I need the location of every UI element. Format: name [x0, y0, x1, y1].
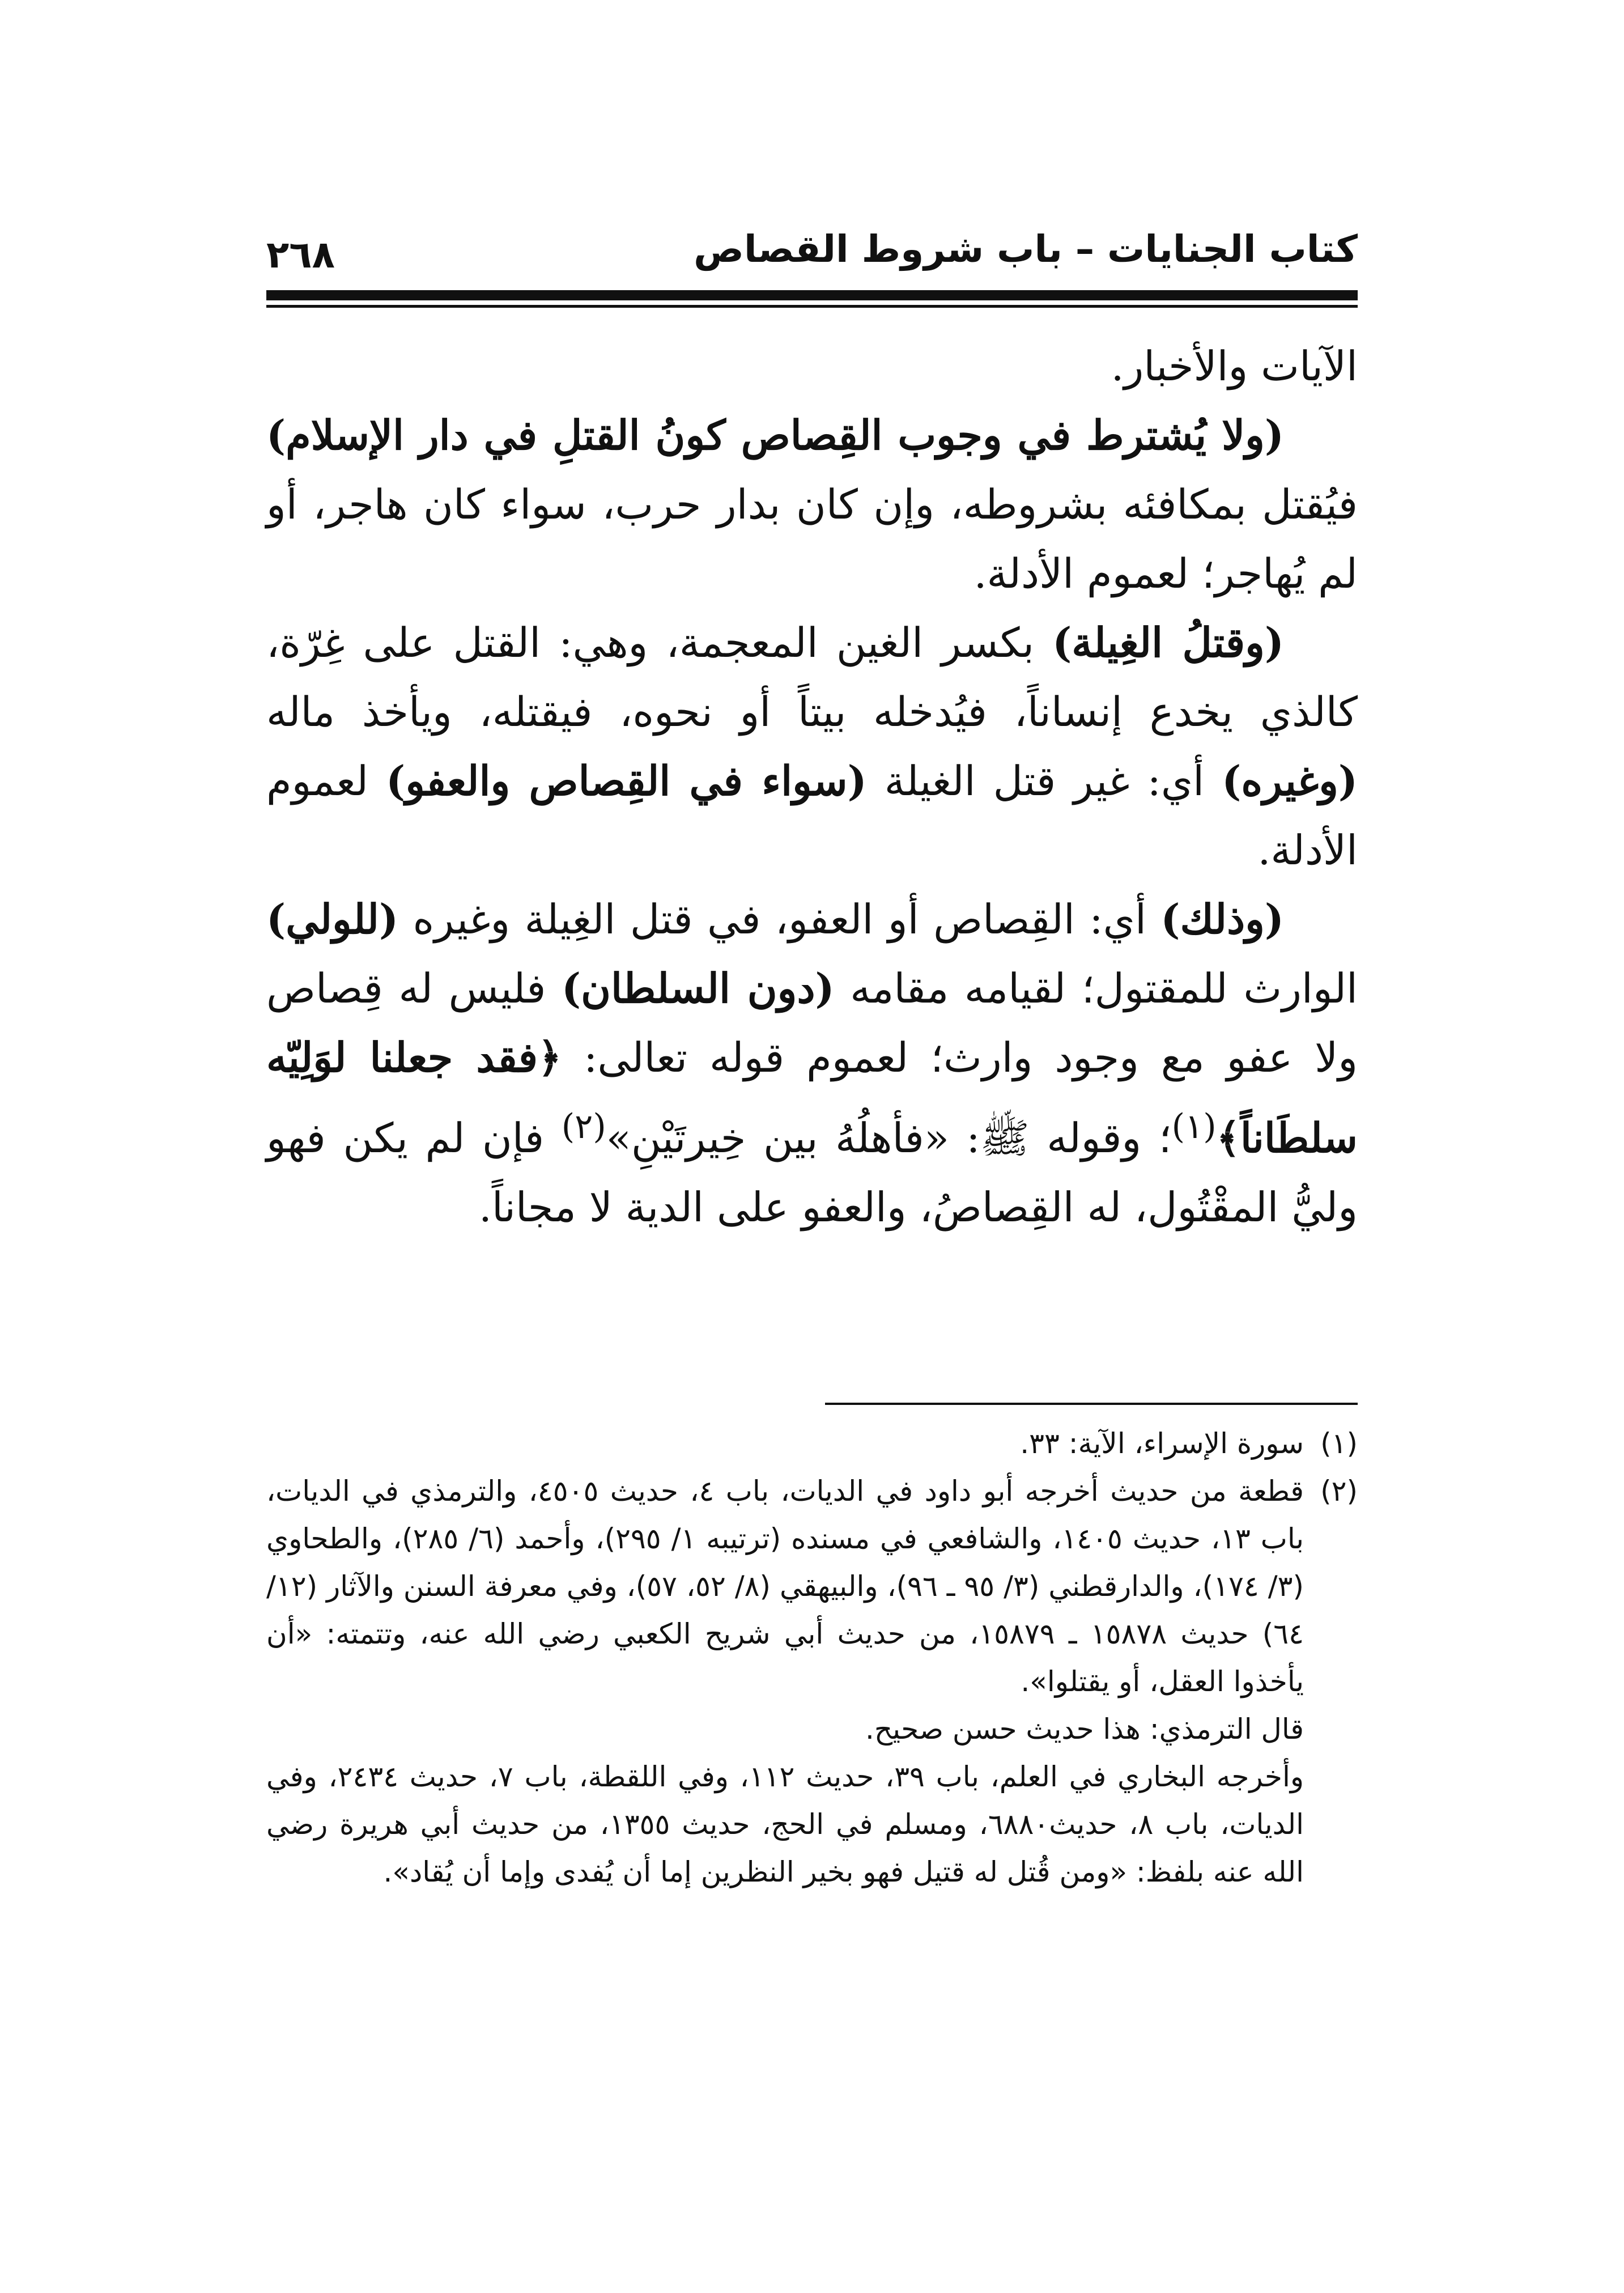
commentary-text: الوارث للمقتول؛ لقيامه مقامه — [834, 965, 1358, 1012]
matn-phrase: (للولي) — [266, 895, 399, 943]
commentary-text: أي: غير قتل الغيلة — [866, 757, 1222, 805]
commentary-text: فليس له قِصاص ولا عفو مع وجود وارث؛ لعموم قوله تعالى: — [266, 965, 1358, 1081]
footnote-ref-2: (٢) — [561, 1107, 606, 1146]
commentary-text: ؛ وقوله ﷺ: «فأهلُهُ بين خِيرتَيْنِ» — [606, 1114, 1172, 1162]
commentary-text: فإن لم يكن فهو وليُّ المقْتُول، له القِصاصُ، والعفو على الدية لا مجاناً. — [266, 1114, 1358, 1231]
chapter-title: كتاب الجنايات – باب شروط القصاص — [694, 227, 1358, 271]
footnote-separator — [825, 1403, 1358, 1405]
page-number: ٢٦٨ — [266, 233, 335, 277]
commentary-text: لعموم الأدلة. — [266, 757, 1358, 874]
footnote-line: وأخرجه البخاري في العلم، باب ٣٩، حديث ١١٢، وفي اللقطة، باب ٧، حديث ٢٤٣٤، وفي الديات، باب ٨، حديث٦٨٨٠، ومسلم في الحج، حديث ١٣٥٥، من حديث أبي هريرة رضي الله عنه بلفظ: «ومن قُتل له قتيل فهو بخير النظرين إما أن يُفدى وإما أن يُقاد». — [266, 1760, 1304, 1888]
footnote-line: قطعة من حديث أخرجه أبو داود في الديات، باب ٤، حديث ٤٥٠٥، والترمذي في الديات، باب ١٣، حديث ١٤٠٥، والشافعي في مسنده (ترتيبه ١/ ٢٩٥)، وأحمد (٦/ ٢٨٥)، والطحاوي (٣/ ١٧٤)، والدارقطني (٣/ ٩٥ ـ ٩٦)، والبيهقي (٨/ ٥٢، ٥٧)، وفي معرفة السنن والآثار (١٢/ ٦٤) حديث ١٥٨٧٨ ـ ١٥٨٧٩، من حديث أبي شريح الكعبي رضي الله عنه، وتتمته: «أن يأخذوا العقل، أو يقتلوا». — [266, 1475, 1304, 1698]
paragraph-1 — [266, 332, 1358, 401]
footnote-line: سورة الإسراء، الآية: ٣٣. — [1020, 1427, 1304, 1460]
matn-phrase: (ولا يُشترط في وجوب القِصاص كونُ القتلِ في دار الإسلام) — [266, 411, 1284, 459]
matn-phrase: (وغيره) — [1222, 757, 1358, 805]
footnote-line: قال الترمذي: هذا حديث حسن صحيح. — [865, 1713, 1304, 1746]
commentary-text: بكسر الغين المعجمة، وهي: القتل على غِرّة، كالذي يخدع إنساناً، فيُدخله بيتاً أو نحوه، فيقتله، ويأخذ ماله — [266, 619, 1358, 736]
paragraph-3 — [266, 608, 1358, 885]
paragraph-4 — [266, 885, 1358, 1242]
main-text — [266, 332, 1358, 1242]
footnote-2 — [266, 1467, 1358, 1896]
commentary-text: فيُقتل بمكافئه بشروطه، وإن كان بدار حرب، سواء كان هاجر، أو لم يُهاجر؛ لعموم الأدلة. — [266, 481, 1358, 597]
matn-phrase: (وذلك) — [1160, 895, 1284, 943]
matn-phrase: (دون السلطان) — [562, 964, 835, 1012]
header-rule-thick — [266, 290, 1358, 300]
footnote-number: (٢) — [1320, 1475, 1358, 1508]
paragraph-2 — [266, 401, 1358, 608]
footnote-number: (١) — [1320, 1427, 1358, 1460]
footnote-ref-1: (١) — [1171, 1107, 1217, 1146]
running-header — [266, 221, 1358, 289]
quran-verse: ﴿فقد جعلنا لوَلِيّه سلطَاناً﴾ — [266, 1033, 1358, 1162]
matn-phrase: (وقتلُ الغِيلة) — [1052, 618, 1284, 666]
paragraph-1-text: الآيات والأخبار. — [1111, 342, 1358, 390]
header-rule-thin — [266, 305, 1358, 308]
commentary-text: أي: القِصاص أو العفو، في قتل الغِيلة وغيره — [398, 895, 1161, 943]
footnote-1 — [266, 1420, 1358, 1467]
matn-phrase: (سواء في القِصاص والعفو) — [386, 757, 867, 805]
footnotes — [266, 1420, 1358, 1896]
